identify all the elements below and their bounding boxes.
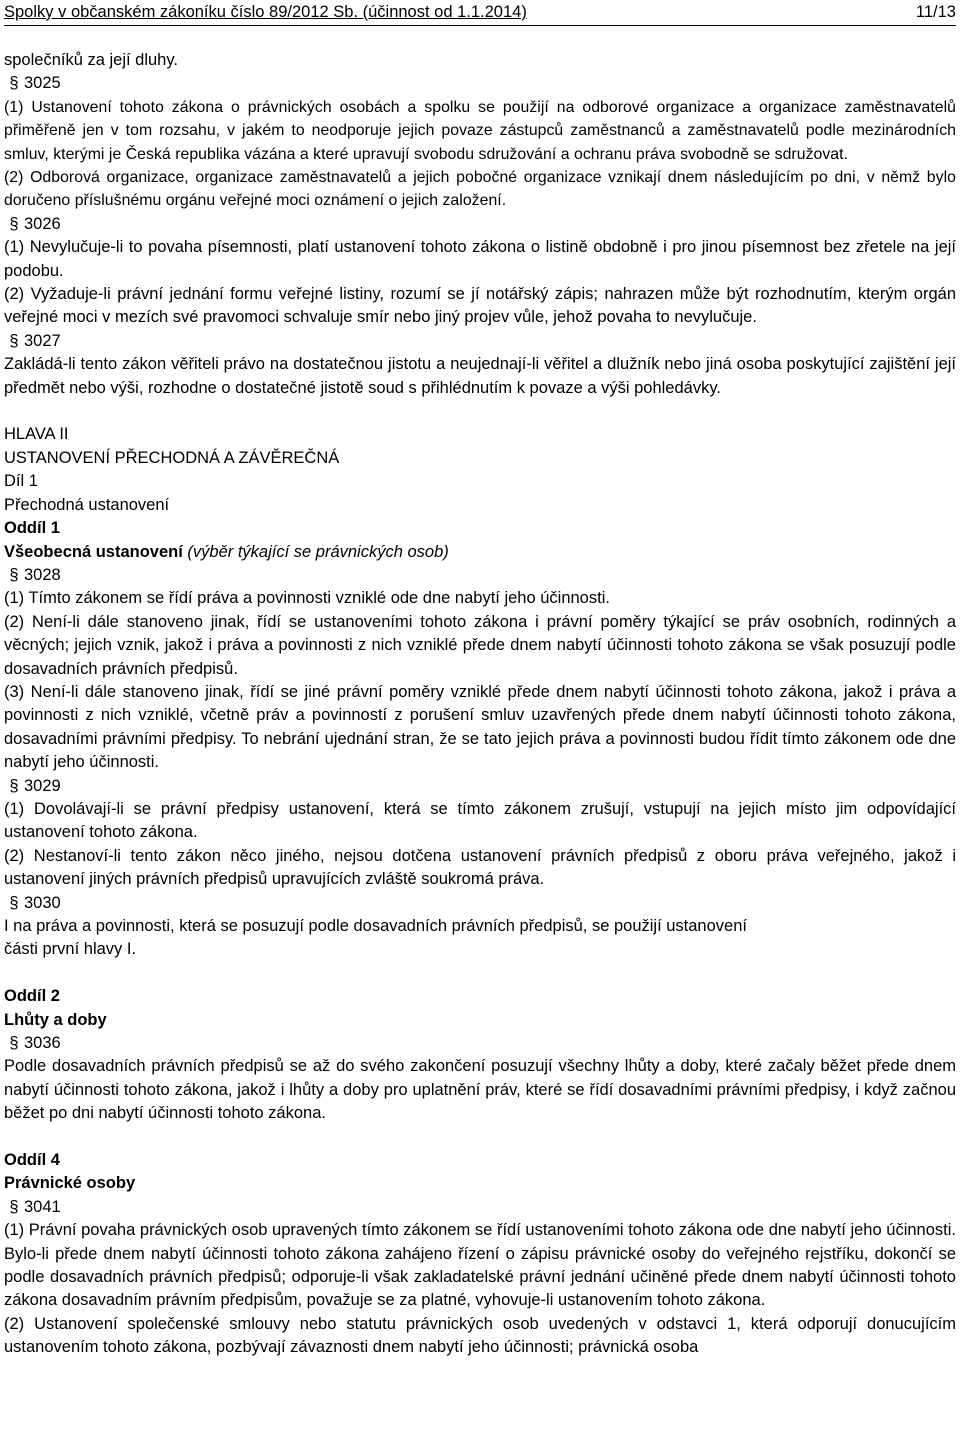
section-3027-paragraph: Zakládá-li tento zákon věřiteli právo na dostatečnou jistotu a neujednají-li věřitel a dlužník nebo jiná osoba poskytující zajištění její předmět nebo výši, rozhodne o dostatečné jistotě soud s přihlédnutím k povaze a výši pohledávky.: [4, 355, 956, 397]
section-3036-paragraph: Podle dosavadních právních předpisů se až do svého zakončení posuzují všechny lhůty a doby, které začaly běžet přede dnem nabytí účinnosti tohoto zákona, jakož i lhůty a doby pro uplatnění práv, které se řídí dosavadními právními předpisy, i když začnou běžet po dni nabytí účinnosti tohoto zákona.: [4, 1057, 956, 1123]
section-3028-paragraph-1: (1) Tímto zákonem se řídí práva a povinnosti vzniklé ode dne nabytí jeho účinnosti.: [4, 589, 610, 608]
page-number: 11/13: [915, 2, 956, 21]
section-3029-heading: § 3029: [4, 775, 956, 798]
spacer: [4, 1126, 956, 1149]
part-title: USTANOVENÍ PŘECHODNÁ A ZÁVĚREČNÁ: [4, 448, 340, 467]
section-symbol-icon: §: [9, 331, 19, 350]
section-3026-paragraph-1: (1) Nevylučuje-li to povaha písemnosti, platí ustanovení tohoto zákona o listině obdobně i pro jinou písemnost bez zřetele na její podobu.: [4, 238, 956, 280]
division-title: Přechodná ustanovení: [4, 495, 170, 514]
section-symbol-icon: §: [9, 1034, 19, 1053]
section-3029-paragraph-1: (1) Dovolávají-li se právní předpisy ustanovení, která se tímto zákonem zrušují, vstupují na jejich místo jim odpovídající ustanovení tohoto zákona.: [4, 799, 956, 842]
section-3030-heading: § 3030: [4, 892, 956, 915]
spacer: [4, 962, 956, 985]
subdivision-1-title: Všeobecná ustanovení (výběr týkající se právnických osob): [4, 542, 449, 561]
section-3025-paragraph-2: (2) Odborová organizace, organizace zaměstnavatelů a jejich pobočné organizace vznikají dnem následujícím po dni, v němž bylo doručeno příslušnému orgánu veřejné moci oznámení o jejich založení.: [4, 169, 956, 210]
subdivision-2-heading: Oddíl 2: [4, 987, 60, 1006]
subdivision-1-heading: Oddíl 1: [4, 519, 60, 538]
section-3028-paragraph-2: (2) Není-li dále stanoveno jinak, řídí se ustanoveními tohoto zákona i právní poměry týkající se práv osobních, rodinných a věcných; jejich vznik, jakož i práva a povinnosti z nich vzniklé přede dnem nabytí účinnosti tohoto zákona se však posuzují podle dosavadních právních předpisů.: [4, 612, 956, 678]
division-heading: Díl 1: [4, 472, 38, 491]
section-3028-heading: § 3028: [4, 564, 956, 587]
section-symbol-icon: §: [9, 776, 19, 795]
section-3026-paragraph-2: (2) Vyžaduje-li právní jednání formu veřejné listiny, rozumí se jí notářský zápis; nahrazen může být rozhodnutím, kterým orgán veřejné moci v mezích své pravomoci schvaluje smír nebo jiný projev vůle, jehož povaha to nevylučuje.: [4, 285, 956, 327]
section-3025-heading: § 3025: [4, 72, 956, 95]
section-3027-heading: § 3027: [4, 330, 956, 353]
section-3030-line-2: části první hlavy I.: [4, 940, 137, 959]
section-3025-paragraph-1: (1) Ustanovení tohoto zákona o právnických osobách a spolku se použijí na odborové organizace a organizace zaměstnavatelů přiměřeně jen v tom rozsahu, v jakém to neodporuje jejich povaze zástupců zaměstnanců a zaměstnavatelů podle mezinárodních smluv, kterými je Česká republika vázána a které upravují svobodu sdružování a ochranu práva svobodně se sdružovat.: [4, 98, 956, 163]
part-heading: HLAVA II: [4, 425, 69, 444]
subdivision-4-heading: Oddíl 4: [4, 1151, 60, 1170]
section-symbol-icon: §: [9, 1197, 19, 1216]
section-symbol-icon: §: [9, 565, 19, 584]
section-3041-paragraph-1: (1) Právní povaha právnických osob upravených tímto zákonem se řídí ustanoveními tohoto zákona ode dne nabytí jeho účinnosti. Bylo-li přede dnem nabytí účinnosti tohoto zákona zahájeno řízení o zápisu právnické osoby do veřejného rejstříku, dokončí se podle dosavadních právních předpisů; odporuje-li však zakladatelské právní jednání učiněné přede dnem nabytí účinnosti tohoto zákona dosavadním právním předpisům, považuje se za platné, vyhovuje-li ustanovením tohoto zákona.: [4, 1221, 956, 1310]
subdivision-2-title: Lhůty a doby: [4, 1010, 107, 1029]
section-3030-line-1: I na práva a povinnosti, která se posuzují podle dosavadních právních předpisů, se použijí ustanovení: [4, 917, 747, 936]
section-symbol-icon: §: [9, 214, 19, 233]
continuation-text: společníků za její dluhy.: [4, 51, 178, 69]
section-symbol-icon: §: [9, 893, 19, 912]
section-3041-paragraph-2: (2) Ustanovení společenské smlouvy nebo statutu právnických osob uvedených v odstavci 1, která odporují donucujícím ustanovením tohoto zákona, pozbývají závaznosti dnem nabytí jeho účinnosti; právnická osoba: [4, 1314, 956, 1357]
section-3041-heading: § 3041: [4, 1196, 956, 1219]
subdivision-4-title: Právnické osoby: [4, 1174, 136, 1193]
section-symbol-icon: §: [9, 74, 19, 93]
section-3028-paragraph-3: (3) Není-li dále stanoveno jinak, řídí se jiné právní poměry vzniklé přede dnem nabytí účinnosti tohoto zákona, jakož i práva a povinnosti z nich vzniklé, včetně práv a povinností z porušení smluv uzavřených přede dnem nabytí účinnosti tohoto zákona, dosavadními právními předpisy. To nebrání ujednání stran, že se tato jejich práva a povinnosti budou řídit tímto zákonem ode dne nabytí jeho účinnosti.: [4, 682, 956, 772]
page-header: [4, 0, 956, 26]
spacer: [4, 400, 956, 423]
section-3036-heading: § 3036: [4, 1032, 956, 1055]
document-title: Spolky v občanském zákoníku číslo 89/2012 Sb. (účinnost od 1.1.2014): [4, 2, 527, 21]
section-3029-paragraph-2: (2) Nestanoví-li tento zákon něco jiného, nejsou dotčena ustanovení právních předpisů z oboru práva veřejného, jakož i ustanovení jiných právních předpisů upravujících zvláště soukromá práva.: [4, 846, 956, 889]
section-3026-heading: § 3026: [4, 213, 956, 236]
